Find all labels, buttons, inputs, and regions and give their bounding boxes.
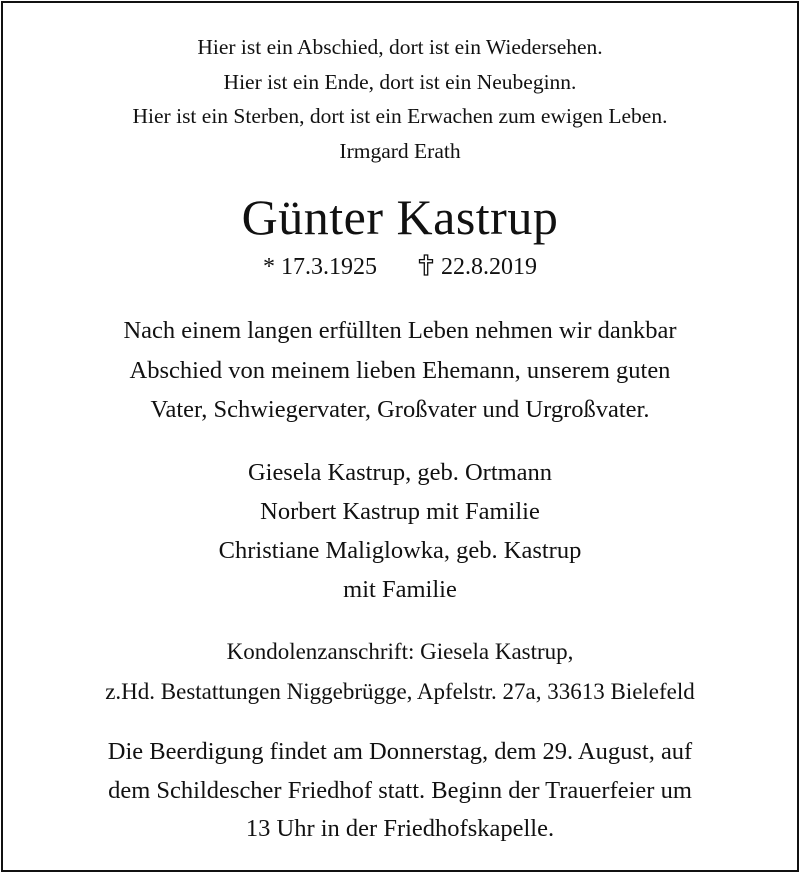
- mourners-list: [0, 453, 800, 609]
- message-line: Vater, Schwiegervater, Großvater und Urgroßvater.: [150, 396, 650, 423]
- poem: [0, 30, 800, 168]
- mourner: Christiane Maliglowka, geb. Kastrup: [218, 537, 582, 564]
- death-date-group: [417, 249, 537, 285]
- poem-line: Hier ist ein Abschied, dort ist ein Wiedersehen.: [197, 35, 603, 59]
- funeral-line: Die Beerdigung findet am Donnerstag, dem 29. August, auf: [107, 738, 693, 765]
- poem-line: Hier ist ein Ende, dort ist ein Neubeginn.: [223, 69, 577, 94]
- mourner: Giesela Kastrup, geb. Ortmann: [247, 459, 553, 486]
- funeral-line: 13 Uhr in der Friedhofskapelle.: [245, 815, 555, 842]
- mourner: mit Familie: [343, 576, 457, 603]
- funeral-line: dem Schildescher Friedhof statt. Beginn der Trauerfeier um: [108, 776, 692, 804]
- deceased-name: Günter Kastrup: [241, 189, 559, 245]
- message-line: Nach einem langen erfüllten Leben nehmen wir dankbar: [123, 317, 677, 344]
- life-dates: [0, 249, 800, 285]
- cross-icon: [417, 254, 435, 276]
- poem-author: Irmgard Erath: [339, 138, 461, 163]
- poem-line: Hier ist ein Sterben, dort ist ein Erwachen zum ewigen Leben.: [132, 104, 668, 129]
- condolence-address: [0, 632, 800, 711]
- birth-date: * 17.3.1925: [263, 254, 377, 280]
- funeral-notice: [0, 733, 800, 849]
- address-line: z.Hd. Bestattungen Niggebrügge, Apfelstr. 27a, 33613 Bielefeld: [105, 678, 695, 704]
- message-line: Abschied von meinem lieben Ehemann, unserem guten: [129, 356, 671, 384]
- address-line: Kondolenzanschrift: Giesela Kastrup,: [226, 639, 574, 664]
- mourner: Norbert Kastrup mit Familie: [260, 498, 540, 525]
- death-date: 22.8.2019: [441, 254, 537, 280]
- farewell-message: [0, 311, 800, 430]
